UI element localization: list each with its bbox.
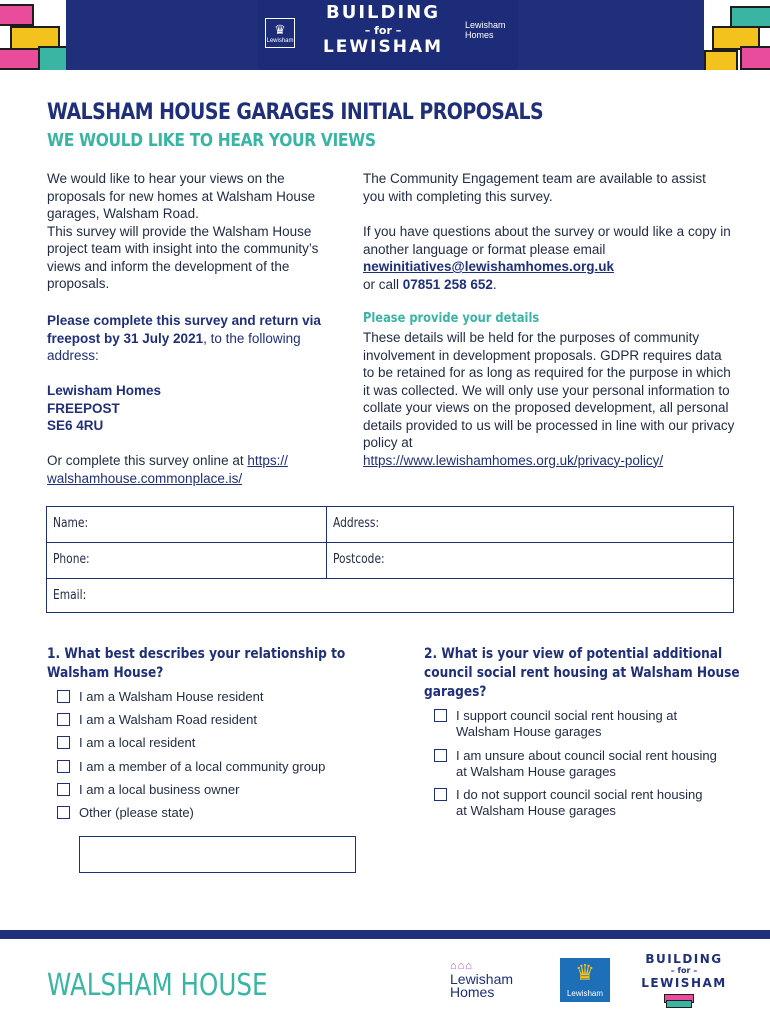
return-instructions (47, 312, 347, 365)
q1-option-label: I am a Walsham House resident (79, 689, 264, 704)
other-text-input[interactable] (79, 836, 356, 873)
skyline-icon: ⌂⌂⌂ (450, 960, 473, 972)
checkbox[interactable] (57, 713, 70, 726)
intro-paragraph (47, 170, 322, 293)
phone-label: Phone: (53, 552, 90, 567)
return-rest-text: , to the following address: (47, 330, 301, 363)
email-label: Email: (53, 588, 87, 603)
q2-option-label (456, 787, 702, 819)
online-survey-text (47, 452, 337, 487)
decorative-blocks-left (0, 0, 70, 70)
question-2-heading (424, 645, 740, 702)
details-heading: Please provide your details (363, 311, 540, 326)
footer-crest-label: Lewisham (566, 989, 603, 998)
name-field[interactable] (47, 507, 327, 543)
freepost-address (47, 382, 161, 435)
q2-option[interactable] (434, 708, 677, 740)
checkbox[interactable] (57, 690, 70, 703)
online-text: Or complete this survey online at (47, 453, 248, 468)
header-banner (0, 0, 770, 70)
crest-label: Lewisham (266, 38, 294, 44)
q1-option-label: I am a member of a local community group (79, 759, 326, 774)
q2-option[interactable] (434, 787, 702, 819)
q1-option[interactable] (57, 782, 239, 798)
address-line: FREEPOST (47, 400, 120, 416)
address-label: Address: (333, 516, 380, 531)
call-post: . (492, 276, 497, 292)
q2-option-line: at Walsham House garages (456, 803, 616, 818)
page-title: WALSHAM HOUSE GARAGES INITIAL PROPOSALS (47, 100, 544, 125)
q1-option-label: I am a Walsham Road resident (79, 712, 257, 727)
q1-option[interactable] (57, 689, 263, 705)
q2-option-line: Walsham House garages (456, 724, 602, 739)
postcode-field[interactable] (327, 543, 733, 579)
lewisham-crest-logo (265, 18, 295, 48)
footer-brand-line-3: LEWISHAM (641, 976, 727, 990)
survey-online-link[interactable]: https:// walshamhouse.commonplace.is/ (47, 453, 288, 486)
q1-option[interactable] (57, 759, 325, 775)
q1-option-label: Other (please state) (79, 805, 194, 820)
q2-heading-line: council social rent housing at Walsham House (424, 665, 740, 681)
question-1-heading (47, 645, 345, 683)
footer-lewisham-homes-logo (450, 960, 513, 999)
q2-heading-line: 2. What is your view of potential additional (424, 646, 723, 662)
checkbox[interactable] (57, 806, 70, 819)
call-pre: or call (363, 276, 403, 292)
q2-option-line: I support council social rent housing at (456, 708, 678, 723)
brand-line-1: BUILDING (326, 2, 440, 23)
checkbox[interactable] (434, 709, 447, 722)
q1-option[interactable] (57, 805, 194, 821)
contact-paragraph (363, 223, 735, 293)
q2-heading-line: garages? (424, 684, 487, 700)
intro-text-2: This survey will provide the Walsham House project team with insight into the community’s views and inform the development of the proposals. (47, 223, 319, 291)
q1-option-label: I am a local business owner (79, 782, 240, 797)
phone-field[interactable] (47, 543, 327, 579)
return-bold-text: Please complete this survey and return via freepost by 31 July 2021 (47, 313, 321, 346)
q1-heading-line: 1. What best describes your relationship to (47, 646, 346, 662)
gdpr-paragraph (363, 329, 735, 469)
lewisham-homes-logo (465, 20, 506, 40)
footer-brand-line-1: BUILDING (645, 952, 723, 966)
intro-text: We would like to hear your views on the proposals for new homes at Walsham House garages, Walsham Road. (47, 171, 316, 221)
q2-option-line: at Walsham House garages (456, 764, 616, 779)
email-field[interactable] (47, 579, 733, 612)
footer-lh-line-2: Homes (450, 984, 495, 1000)
checkbox[interactable] (57, 783, 70, 796)
footer-bar (0, 930, 770, 939)
lh-logo-line-1: Lewisham (465, 20, 506, 30)
footer-brand-line-2: – for – (670, 966, 698, 975)
footer-title: WALSHAM HOUSE (47, 968, 268, 1003)
contact-text: If you have questions about the survey or would like a copy in another language or format please email (363, 224, 731, 257)
checkbox[interactable] (57, 736, 70, 749)
footer-lh-line-1: Lewisham (450, 971, 514, 987)
brand-line-2: – for – (364, 24, 402, 37)
q1-heading-line: Walsham House? (47, 665, 164, 681)
footer-lewisham-crest-logo (560, 958, 610, 1002)
checkbox[interactable] (57, 760, 70, 773)
q1-option[interactable] (57, 712, 257, 728)
lh-logo-line-2: Homes (465, 30, 494, 40)
q2-option-label (456, 708, 677, 740)
contact-email-link[interactable]: newinitiatives@lewishamhomes.org.uk (363, 259, 614, 274)
page-subtitle: WE WOULD LIKE TO HEAR YOUR VIEWS (47, 130, 376, 151)
q2-option-line: I am unsure about council social rent housing (456, 748, 717, 763)
checkbox[interactable] (434, 749, 447, 762)
name-label: Name: (53, 516, 89, 531)
checkbox[interactable] (434, 788, 447, 801)
footer-blocks-icon (636, 992, 732, 1008)
details-form (46, 506, 734, 613)
address-line: SE6 4RU (47, 418, 104, 433)
decorative-blocks-right (700, 0, 770, 70)
q2-option-label (456, 748, 717, 780)
q2-option[interactable] (434, 748, 717, 780)
address-field[interactable] (327, 507, 733, 543)
postcode-label: Postcode: (333, 552, 385, 567)
brand-line-3: LEWISHAM (322, 37, 444, 57)
gdpr-text: These details will be held for the purposes of community involvement in development proposals. GDPR requires data to be retained for as long as required for the purpose in which it was collected. We will only use your personal information to collate your views on the proposed development, all personal details provided to us will be processed in line with our privacy policy at (363, 330, 735, 450)
address-line: Lewisham Homes (47, 383, 162, 398)
q2-option-line: I do not support council social rent housing (456, 787, 703, 802)
q1-option-label: I am a local resident (79, 735, 196, 750)
q1-option[interactable] (57, 735, 195, 751)
assistance-paragraph: The Community Engagement team are available to assist you with completing this survey. (363, 171, 706, 204)
contact-phone: 07851 258 652 (402, 276, 493, 292)
footer-building-for-lewisham-logo (636, 953, 732, 1008)
privacy-policy-link[interactable]: https://www.lewishamhomes.org.uk/privacy-policy/ (363, 452, 664, 468)
building-for-lewisham-logo (318, 4, 448, 56)
